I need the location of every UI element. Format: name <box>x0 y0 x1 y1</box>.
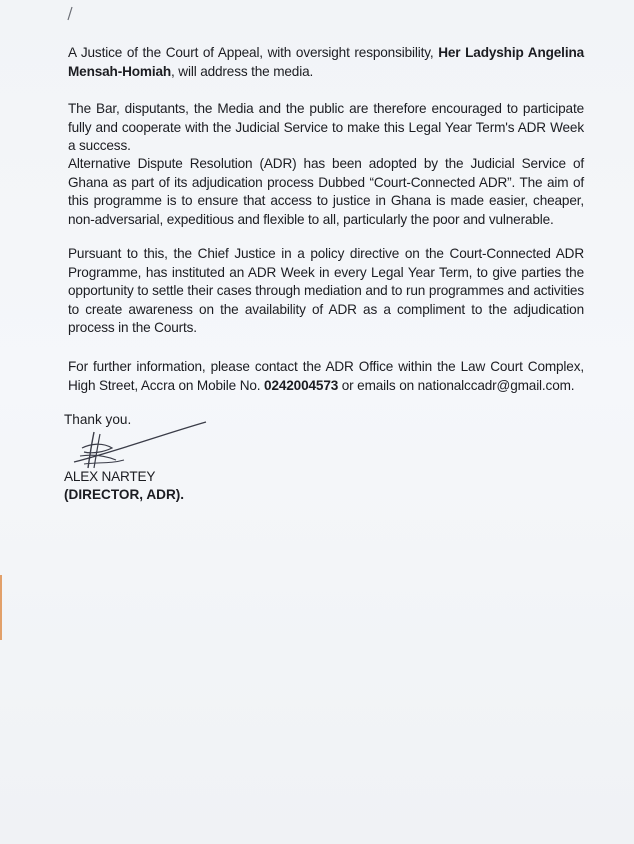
phone-number: 0242004573 <box>264 377 339 393</box>
page-edge-stain <box>0 575 2 640</box>
signatory-title: (DIRECTOR, ADR). <box>64 487 185 502</box>
p5-text-start: For further information, please contact the ADR Office within the Law Court Complex, High Street, Accra on Mobile No. <box>68 359 584 393</box>
paragraph-adr-adoption: Alternative Dispute Resolution (ADR) has been adopted by the Judicial Service of Ghana as part of its adjudication process Dubbed “Court-Connected ADR”. The aim of this programme is to ensure that access to justice in Ghana is made easier, cheaper, non-adversarial, expeditious and flexible to all, particularly the poor and vulnerable. <box>68 156 584 227</box>
paragraph-adr-week: Pursuant to this, the Chief Justice in a policy directive on the Court-Connected ADR Programme, has instituted an ADR Week in every Legal Year Term, to give parties the opportunity to settle their cases through mediation and to run programmes and activities to create awareness on the availability of ADR as a compliment to the adjudication process in the Courts. <box>68 246 584 336</box>
paragraph-participation: The Bar, disputants, the Media and the public are therefore encouraged to participate fully and cooperate with the Judicial Service to make this Legal Year Term's ADR Week a success. <box>68 101 584 154</box>
p1-text-start: A Justice of the Court of Appeal, with oversight responsibility, <box>68 45 439 60</box>
paragraph-contact-info <box>68 358 584 395</box>
thank-you-line: Thank you. <box>64 412 132 427</box>
p1-text-end: , will address the media. <box>171 63 314 79</box>
staple-mark-icon <box>66 6 74 22</box>
signatory-name: ALEX NARTEY <box>64 469 156 484</box>
p5-text-end: or emails on nationalccadr@gmail.com. <box>338 377 575 393</box>
paragraph-media-address <box>68 44 584 81</box>
justice-name: Her Ladyship Angelina Mensah-Homiah <box>68 45 585 79</box>
